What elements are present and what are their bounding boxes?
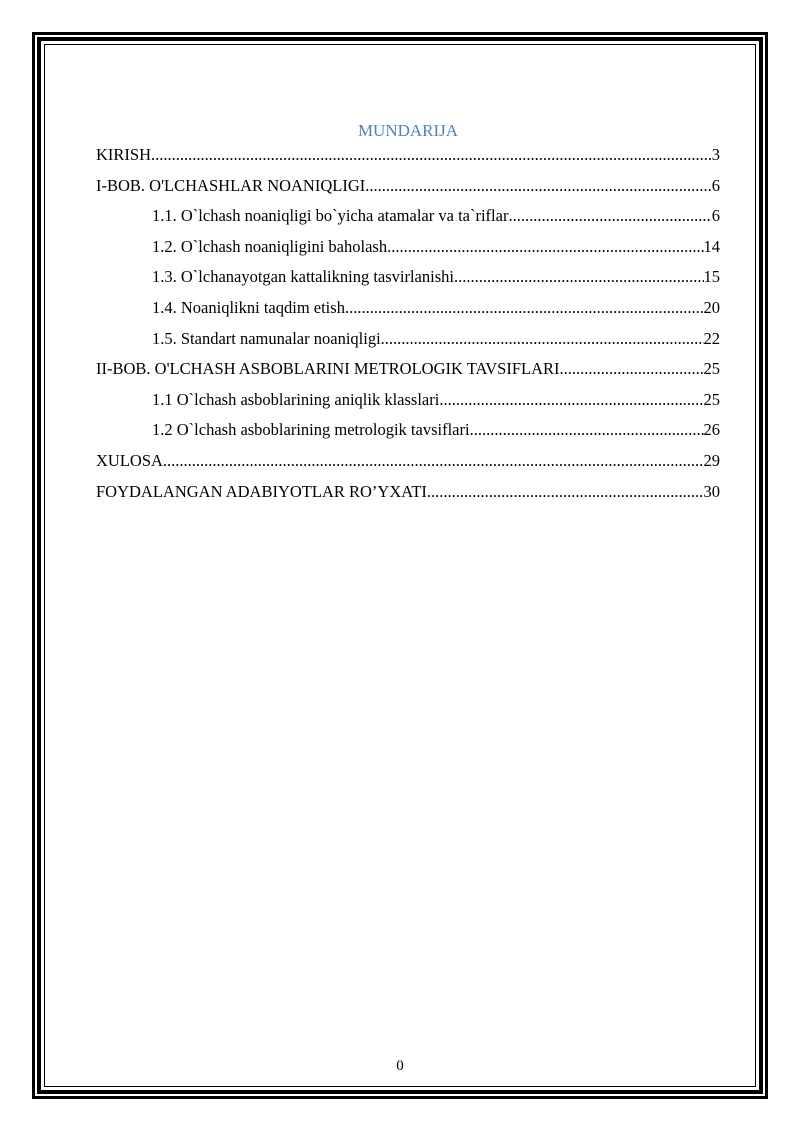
toc-dot-leader — [454, 265, 704, 289]
toc-entry-page: 22 — [703, 328, 720, 348]
toc-dot-leader — [365, 174, 712, 198]
toc-entry-label: 1.1. O`lchash noaniqligi bo`yicha atamalar va ta`riflar — [152, 206, 509, 226]
toc-entry-page: 29 — [703, 450, 720, 470]
toc-dot-leader — [508, 204, 711, 228]
page-title: MUNDARIJA — [357, 121, 459, 140]
toc-dot-leader — [470, 418, 704, 442]
toc-entry-page: 15 — [703, 267, 720, 287]
toc-entry[interactable] — [96, 418, 720, 449]
toc-entry[interactable] — [96, 265, 720, 296]
toc-dot-leader — [560, 357, 704, 381]
toc-entry-label: 1.5. Standart namunalar noaniqligi — [152, 328, 381, 348]
toc-entry-page: 3 — [711, 145, 720, 164]
toc-entry[interactable] — [96, 327, 720, 358]
table-of-contents — [96, 143, 720, 510]
toc-entry[interactable] — [96, 357, 720, 388]
toc-entry-page: 20 — [703, 297, 720, 317]
toc-dot-leader — [427, 480, 704, 504]
toc-entry-label: 1.2 O`lchash asboblarining metrologik tavsiflari — [152, 420, 470, 440]
toc-entry[interactable] — [96, 204, 720, 235]
toc-entry-label: 1.3. O`lchanayotgan kattalikning tasvirlanishi — [152, 267, 454, 287]
toc-dot-leader — [151, 143, 712, 167]
toc-dot-leader — [381, 327, 704, 351]
toc-entry-page: 25 — [703, 359, 720, 379]
toc-dot-leader — [387, 235, 703, 259]
toc-entry-page: 30 — [703, 481, 720, 501]
toc-entry-label: KIRISH — [96, 145, 152, 164]
toc-entry[interactable] — [96, 235, 720, 266]
toc-entry[interactable] — [96, 449, 720, 480]
toc-entry-page: 25 — [703, 389, 720, 409]
toc-dot-leader — [439, 388, 703, 412]
toc-entry-label: FOYDALANGAN ADABIYOTLAR RO’YXATI — [96, 481, 427, 501]
toc-entry-page: 6 — [711, 175, 720, 195]
toc-entry-page: 14 — [703, 236, 720, 256]
toc-entry-label: 1.1 O`lchash asboblarining aniqlik klasslari — [152, 389, 440, 409]
toc-entry[interactable] — [96, 388, 720, 419]
page-number: 0 — [396, 1058, 404, 1074]
toc-entry-label: 1.4. Noaniqlikni taqdim etish — [152, 297, 345, 317]
toc-dot-leader — [163, 449, 704, 473]
toc-entry-label: XULOSA — [96, 450, 163, 470]
toc-entry-page: 26 — [703, 420, 720, 440]
toc-entry[interactable] — [96, 296, 720, 327]
toc-entry-label: I-BOB. O'LCHASHLAR NOANIQLIGI — [96, 175, 366, 195]
toc-dot-leader — [345, 296, 704, 320]
toc-entry[interactable] — [96, 174, 720, 205]
toc-entry-label: 1.2. O`lchash noaniqligini baholash — [152, 236, 388, 256]
toc-entry-page: 6 — [711, 206, 720, 226]
toc-entry[interactable] — [96, 143, 720, 174]
toc-entry-label: II-BOB. O'LCHASH ASBOBLARINI METROLOGIK TAVSIFLARI — [96, 359, 560, 379]
toc-entry[interactable] — [96, 480, 720, 511]
